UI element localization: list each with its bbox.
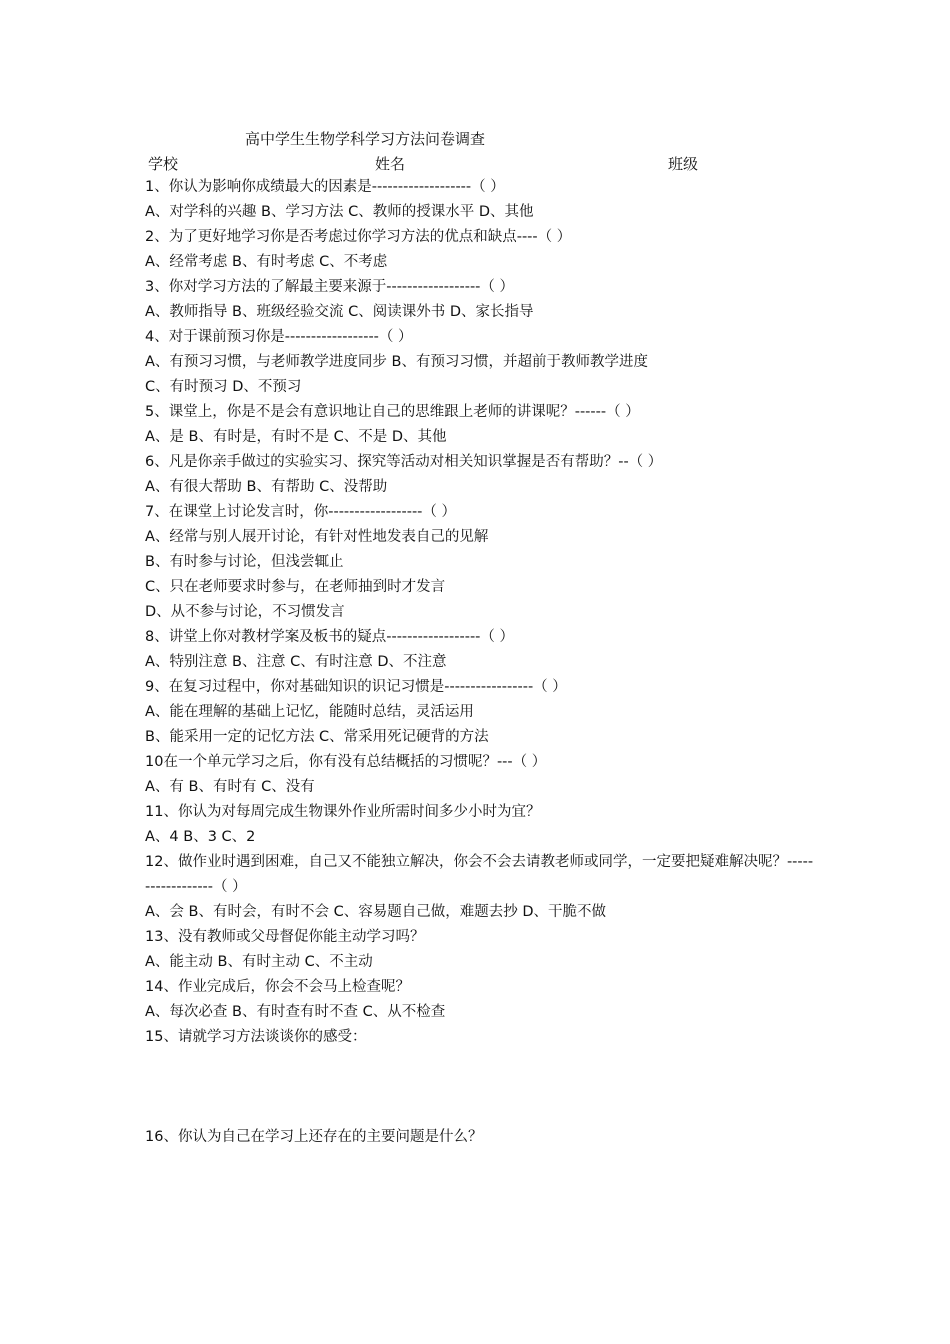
options-line: B、有时参与讨论，但浅尝辄止	[145, 554, 344, 570]
question-line: 2、为了更好地学习你是否考虑过你学习方法的优点和缺点----（ ）	[145, 229, 572, 245]
options-line: A、特别注意 B、注意 C、有时注意 D、不注意	[145, 654, 447, 670]
options-line: A、是 B、有时是，有时不是 C、不是 D、其他	[145, 429, 447, 445]
school-label: 学校	[148, 155, 179, 173]
options-line: A、有很大帮助 B、有帮助 C、没帮助	[145, 479, 388, 495]
survey-body	[145, 175, 815, 1150]
question-line: 9、在复习过程中，你对基础知识的识记习惯是-----------------（ ）	[145, 679, 567, 695]
question-line: 3、你对学习方法的了解最主要来源于------------------（ ）	[145, 279, 515, 295]
options-line: A、有 B、有时有 C、没有	[145, 779, 315, 795]
question-line: 4、对于课前预习你是------------------（ ）	[145, 329, 413, 345]
options-line: A、能主动 B、有时主动 C、不主动	[145, 954, 373, 970]
options-line: A、对学科的兴趣 B、学习方法 C、教师的授课水平 D、其他	[145, 204, 534, 220]
question-line-12: 12、做作业时遇到困难，自己又不能独立解决，你会不会去请教老师或同学，一定要把疑难解决呢？------------------（ ）	[145, 854, 814, 895]
options-line: C、只在老师要求时参与，在老师抽到时才发言	[145, 579, 446, 595]
options-line: B、能采用一定的记忆方法 C、常采用死记硬背的方法	[145, 729, 489, 745]
question-line: 10在一个单元学习之后，你有没有总结概括的习惯呢？---（ ）	[145, 754, 547, 770]
options-line: A、4 B、3 C、2	[145, 829, 256, 845]
question-line-15: 15、请就学习方法谈谈你的感受：	[145, 1029, 367, 1045]
question-line: 5、课堂上，你是不是会有意识地让自己的思维跟上老师的讲课呢？------（ ）	[145, 404, 640, 420]
survey-title: 高中学生生物学科学习方法问卷调查	[245, 130, 486, 148]
question-line: 14、作业完成后，你会不会马上检查呢？	[145, 979, 410, 995]
options-line: A、能在理解的基础上记忆，能随时总结，灵活运用	[145, 704, 474, 720]
question-line-16: 16、你认为自己在学习上还存在的主要问题是什么？	[145, 1129, 483, 1145]
question-line: 11、你认为对每周完成生物课外作业所需时间多少小时为宜？	[145, 804, 541, 820]
options-line: C、有时预习 D、不预习	[145, 379, 302, 395]
question-line: 1、你认为影响你成绩最大的因素是-------------------（ ）	[145, 179, 505, 195]
answer-space-15	[145, 1050, 815, 1125]
options-line: A、会 B、有时会，有时不会 C、容易题自己做，难题去抄 D、干脆不做	[145, 904, 606, 920]
options-line: D、从不参与讨论，不习惯发言	[145, 604, 345, 620]
question-line: 7、在课堂上讨论发言时，你------------------（ ）	[145, 504, 457, 520]
options-line: A、经常与别人展开讨论，有针对性地发表自己的见解	[145, 529, 489, 545]
name-label: 姓名	[375, 155, 406, 173]
question-line: 13、没有教师或父母督促你能主动学习吗？	[145, 929, 425, 945]
options-line: A、教师指导 B、班级经验交流 C、阅读课外书 D、家长指导	[145, 304, 534, 320]
options-line: A、每次必查 B、有时查有时不查 C、从不检查	[145, 1004, 446, 1020]
class-label: 班级	[668, 155, 699, 173]
options-line: A、有预习习惯，与老师教学进度同步 B、有预习习惯，并超前于教师教学进度	[145, 354, 648, 370]
options-line: A、经常考虑 B、有时考虑 C、不考虑	[145, 254, 388, 270]
question-line: 8、讲堂上你对教材学案及板书的疑点------------------（ ）	[145, 629, 515, 645]
question-line: 6、凡是你亲手做过的实验实习、探究等活动对相关知识掌握是否有帮助？--（ ）	[145, 454, 663, 470]
